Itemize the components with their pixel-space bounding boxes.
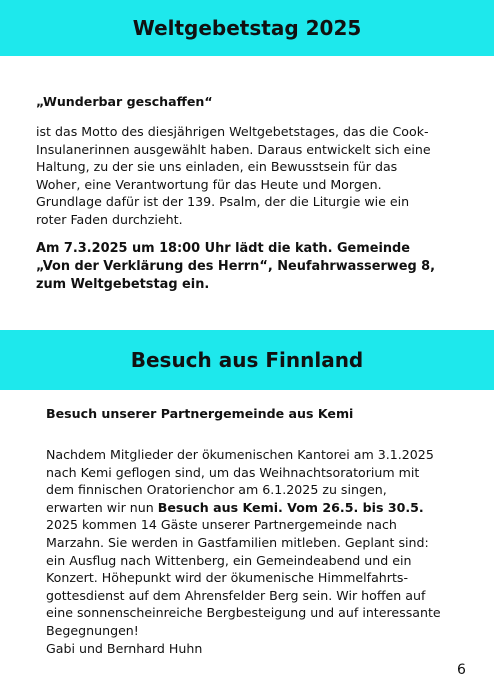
section-1-banner bbox=[0, 0, 494, 56]
body-line bbox=[46, 499, 441, 517]
body-line: Woher, eine Verantwortung für das Heute und Morgen. bbox=[36, 176, 382, 192]
body-line: Marzahn. Sie werden in Gastfamilien mitleben. Geplant sind: bbox=[46, 534, 429, 550]
body-line: ist das Motto des diesjährigen Weltgebetstages, das die Cook- bbox=[36, 124, 429, 139]
body-line: roter Faden durchzieht. bbox=[36, 211, 183, 227]
section-1-body bbox=[36, 123, 431, 229]
body-line: Insulanerinnen ausgewählt haben. Daraus entwickelt sich eine bbox=[36, 141, 431, 157]
page-number: 6 bbox=[457, 662, 466, 678]
section-2-body bbox=[46, 446, 441, 657]
body-line: eine sonnenscheinreiche Bergbesteigung und auf interessante bbox=[46, 605, 441, 621]
section-2-subtitle: Besuch unserer Partnergemeinde aus Kemi bbox=[46, 406, 354, 421]
event-line: zum Weltgebetstag ein. bbox=[36, 277, 210, 292]
body-line: Haltung, zu der sie uns einladen, ein Bewusstsein für das bbox=[36, 159, 398, 175]
body-line: nach Kemi geflogen sind, um das Weihnachtsoratorium mit bbox=[46, 464, 420, 480]
body-line: 2025 kommen 14 Gäste unserer Partnergemeinde nach bbox=[46, 517, 397, 533]
section-1-event-announcement bbox=[36, 240, 435, 294]
section-2-banner bbox=[0, 330, 494, 390]
highlighted-text: Besuch aus Kemi. Vom 26.5. bis 30.5. bbox=[157, 499, 424, 515]
event-line: „Von der Verklärung des Herrn“, Neufahrwasserweg 8, bbox=[36, 259, 436, 274]
body-line: dem finnischen Oratorienchor am 6.1.2025 zu singen, bbox=[46, 482, 387, 498]
body-line: Konzert. Höhepunkt wird der ökumenische Himmelfahrts- bbox=[46, 570, 408, 586]
body-line: ein Ausflug nach Wittenberg, ein Gemeindeabend und ein bbox=[46, 552, 412, 568]
event-line: Am 7.3.2025 um 18:00 Uhr lädt die kath. Gemeinde bbox=[36, 241, 411, 256]
body-text: erwarten wir nun bbox=[46, 499, 158, 515]
body-line: Nachdem Mitglieder der ökumenischen Kantorei am 3.1.2025 bbox=[46, 447, 434, 462]
section-2-title: Besuch aus Finnland bbox=[130, 348, 364, 372]
section-1-subtitle: „Wunderbar geschaffen“ bbox=[36, 94, 213, 109]
section-1-title: Weltgebetstag 2025 bbox=[132, 16, 362, 40]
signature: Gabi und Bernhard Huhn bbox=[46, 640, 203, 656]
body-line: gottesdienst auf dem Ahrensfelder Berg sein. Wir hoffen auf bbox=[46, 587, 426, 603]
body-line: Begegnungen! bbox=[46, 622, 139, 638]
body-line: Grundlage dafür ist der 139. Psalm, der die Liturgie wie ein bbox=[36, 194, 410, 210]
